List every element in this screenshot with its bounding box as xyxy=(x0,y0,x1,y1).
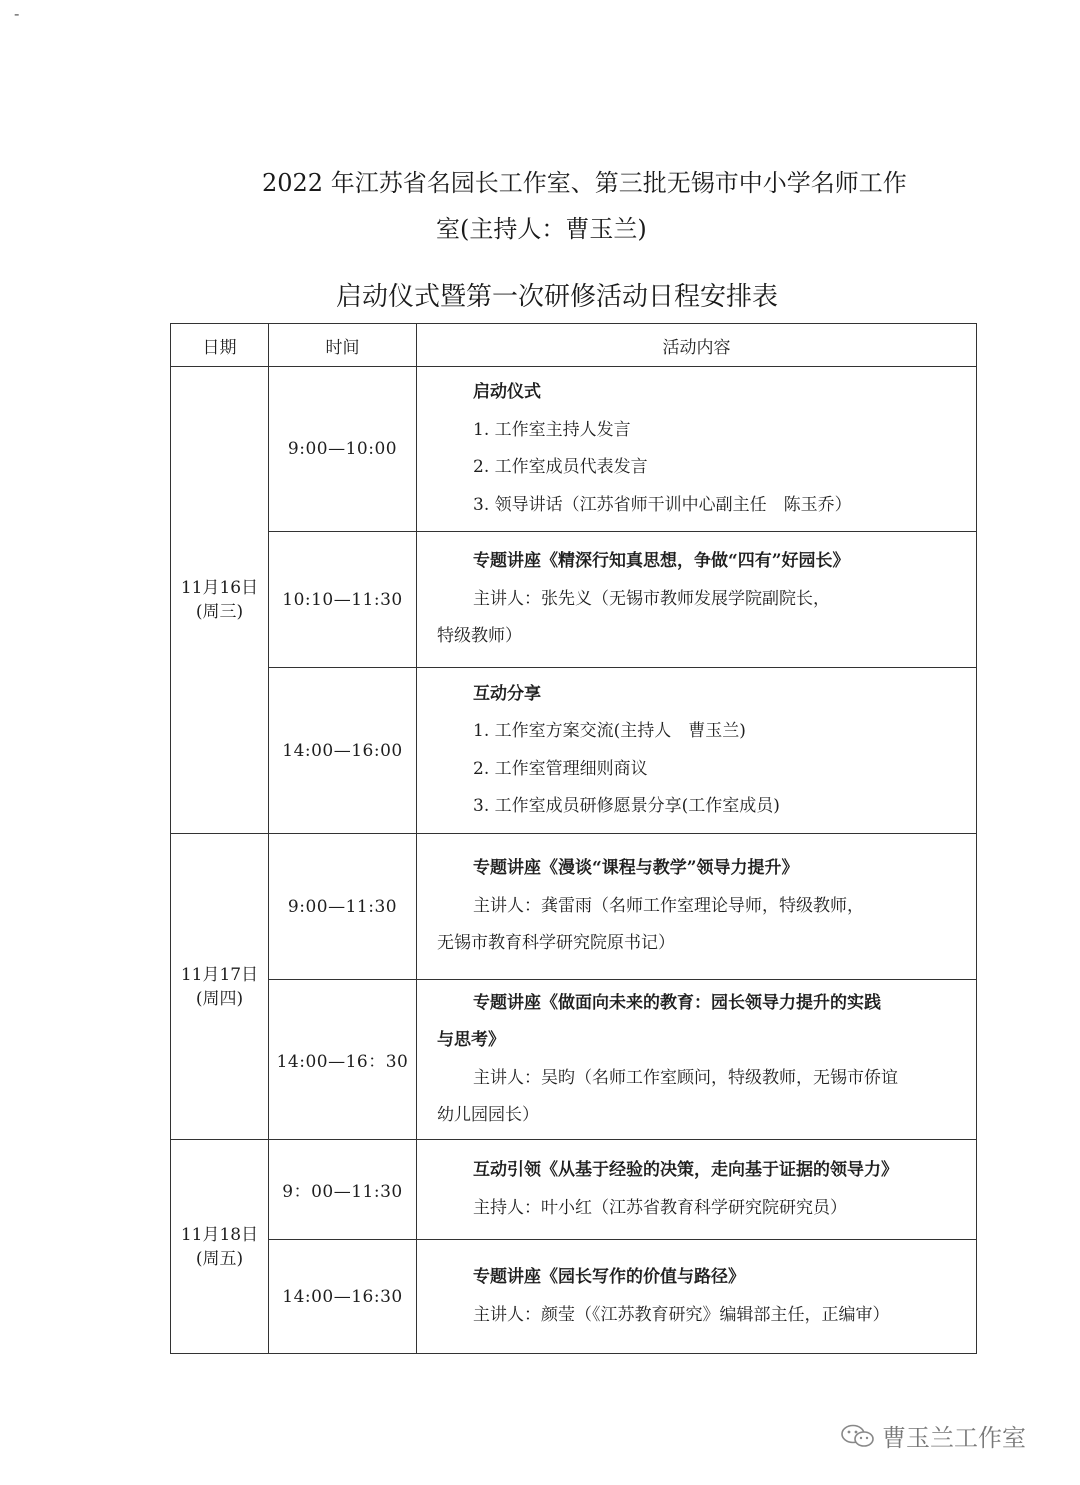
schedule-subtitle: 启动仪式暨第一次研修活动日程安排表 xyxy=(335,282,778,312)
table-row xyxy=(171,1240,977,1354)
activity-line: 主讲人：吴昀（名师工作室顾问，特级教师，无锡市侨谊 xyxy=(473,1067,898,1088)
table-row xyxy=(171,668,977,834)
activity-line: 3. 工作室成员研修愿景分享(工作室成员) xyxy=(473,796,780,816)
activity-line: 特级教师） xyxy=(437,626,522,647)
activity-line: 主讲人：龚雷雨（名师工作室理论导师，特级教师， xyxy=(473,895,864,916)
activity-line: 主持人：叶小红（江苏省教育科学研究院研究员） xyxy=(473,1197,847,1218)
activity-line: 无锡市教育科学研究院原书记） xyxy=(437,933,675,954)
activity-title: 互动分享 xyxy=(473,683,541,704)
schedule-table xyxy=(170,323,977,1354)
date-cell xyxy=(171,1140,269,1354)
weekday-label: (周四) xyxy=(195,988,244,1009)
time-cell: 9：00—11:30 xyxy=(269,1140,417,1240)
header-row xyxy=(171,324,977,367)
time-cell: 9:00—11:30 xyxy=(269,834,417,980)
date-label: 11月16日 xyxy=(180,578,259,598)
activity-title: 专题讲座《漫谈“课程与教学”领导力提升》 xyxy=(473,858,799,879)
weekday-label: (周五) xyxy=(195,1248,244,1269)
table-row xyxy=(171,980,977,1140)
watermark-text: 曹玉兰工作室 xyxy=(882,1424,1026,1452)
table-row xyxy=(171,834,977,980)
weekday-label: (周三) xyxy=(195,602,244,622)
activity-cell xyxy=(417,1240,977,1354)
activity-line: 2. 工作室成员代表发言 xyxy=(473,457,648,477)
table-row xyxy=(171,367,977,532)
activity-line: 3. 领导讲话（江苏省师干训中心副主任 陈玉乔） xyxy=(473,494,852,515)
wechat-icon xyxy=(840,1424,876,1448)
activity-line: 1. 工作室方案交流(主持人 曹玉兰) xyxy=(473,721,746,741)
time-cell: 9:00—10:00 xyxy=(269,367,417,532)
activity-cell xyxy=(417,668,977,834)
table-row xyxy=(171,532,977,668)
watermark xyxy=(840,1418,1026,1453)
date-label: 11月18日 xyxy=(180,1224,259,1245)
activity-cell xyxy=(417,1140,977,1240)
activity-line: 主讲人：张先义（无锡市教师发展学院副院长， xyxy=(473,588,830,609)
time-cell: 14:00—16：30 xyxy=(269,980,417,1140)
date-cell xyxy=(171,367,269,834)
activity-line: 幼儿园园长） xyxy=(437,1105,539,1125)
header-activity: 活动内容 xyxy=(417,324,977,367)
activity-line: 1. 工作室主持人发言 xyxy=(473,419,631,440)
activity-title: 互动引领《从基于经验的决策，走向基于证据的领导力》 xyxy=(473,1160,898,1180)
activity-line: 与思考》 xyxy=(437,1030,505,1050)
title-line-2: 室(主持人：曹玉兰) xyxy=(436,215,647,243)
header-date: 日期 xyxy=(171,324,269,367)
activity-cell xyxy=(417,834,977,980)
time-cell: 14:00—16:30 xyxy=(269,1240,417,1354)
activity-title: 专题讲座《精深行知真思想，争做“四有”好园长》 xyxy=(473,551,850,572)
header-time: 时间 xyxy=(269,324,417,367)
time-cell: 14:00—16:00 xyxy=(269,668,417,834)
activity-title: 启动仪式 xyxy=(473,382,541,402)
date-cell xyxy=(171,834,269,1140)
activity-line: 2. 工作室管理细则商议 xyxy=(473,758,648,779)
activity-cell xyxy=(417,367,977,532)
date-label: 11月17日 xyxy=(180,964,259,985)
activity-cell xyxy=(417,980,977,1140)
time-cell: 10:10—11:30 xyxy=(269,532,417,668)
activity-title: 专题讲座《做面向未来的教育：园长领导力提升的实践 xyxy=(473,992,881,1013)
activity-line: 主讲人：颜莹（《江苏教育研究》编辑部主任，正编审） xyxy=(473,1304,890,1325)
corner-mark: - xyxy=(14,4,20,23)
activity-cell xyxy=(417,532,977,668)
activity-title: 专题讲座《园长写作的价值与路径》 xyxy=(473,1267,745,1287)
table-row xyxy=(171,1140,977,1240)
title-line-1: 2022 年江苏省名园长工作室、第三批无锡市中小学名师工作 xyxy=(262,169,907,197)
